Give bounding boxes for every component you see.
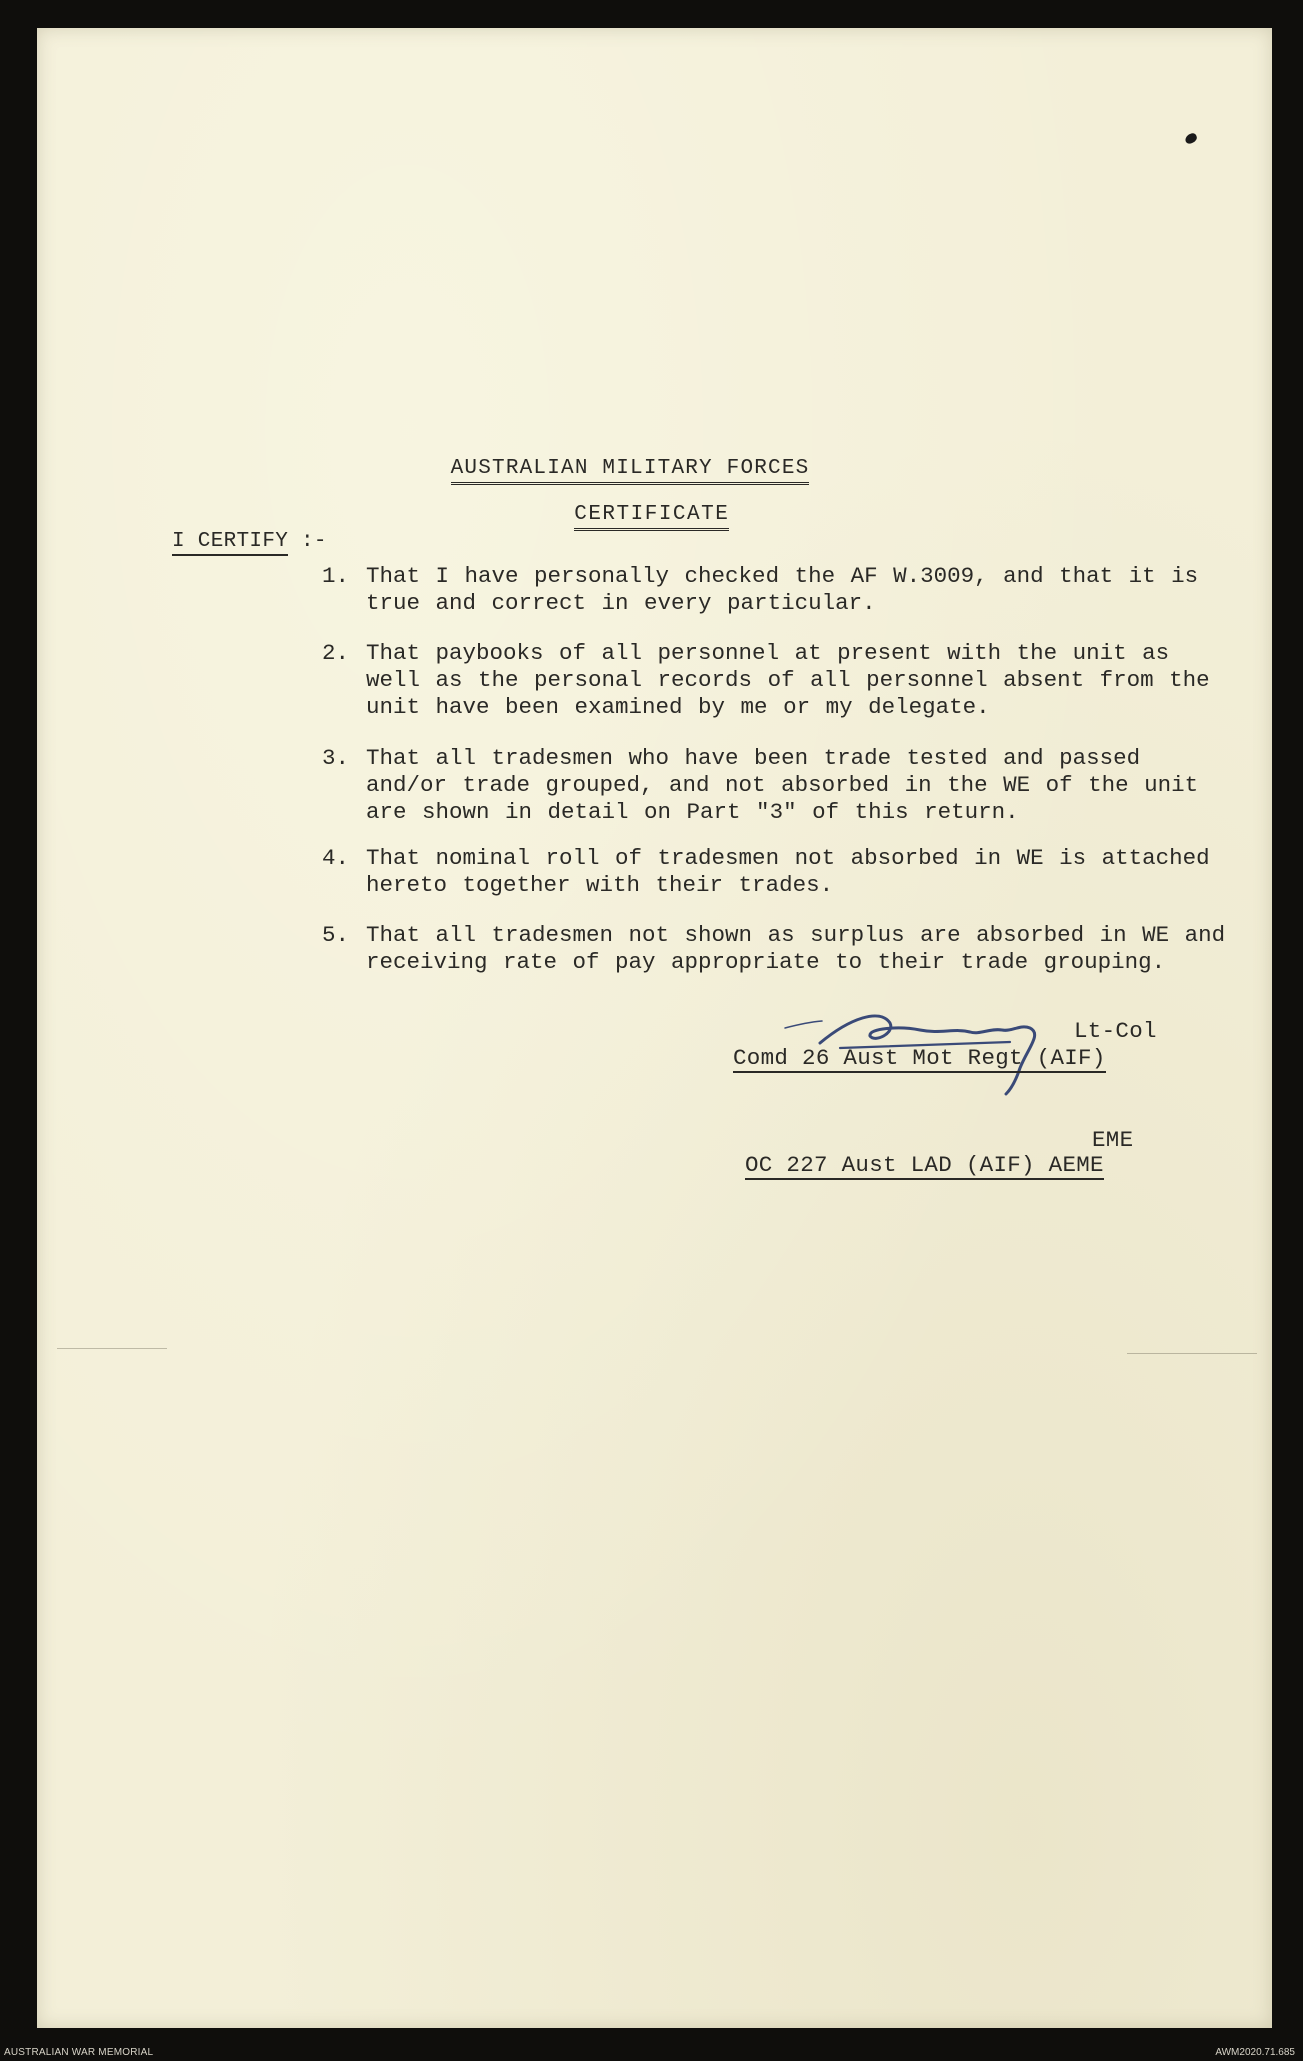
certify-line	[172, 528, 327, 555]
ink-speck	[1184, 132, 1199, 145]
caption-bar	[0, 2045, 1303, 2061]
item-text: That paybooks of all personnel at present with the unit as well as the personal records of all personnel absent from the unit have been examined by me or my delegate.	[366, 640, 1210, 720]
oc-title	[745, 1152, 1104, 1179]
handwritten-signature	[780, 988, 1110, 1098]
subheading-text: CERTIFICATE	[574, 503, 729, 531]
item-number: 4.	[322, 845, 350, 871]
item-text: That nominal roll of tradesmen not absorbed in WE is attached hereto together with their trades.	[366, 845, 1210, 898]
oc-title-text: OC 227 Aust LAD (AIF) AEME	[745, 1152, 1104, 1178]
certify-label: I CERTIFY	[172, 530, 288, 556]
signature-title-text: Comd 26 Aust Mot Regt (AIF)	[733, 1045, 1106, 1071]
fold-mark-right	[1127, 1353, 1257, 1354]
document-subheading	[546, 474, 729, 528]
institution-caption: AUSTRALIAN WAR MEMORIAL	[4, 2047, 154, 2058]
certify-suffix: :-	[288, 530, 327, 553]
signature-rank: Lt-Col	[1074, 1018, 1157, 1044]
item-number: 2.	[322, 640, 350, 666]
signature-title	[733, 1045, 1106, 1072]
item-text: That I have personally checked the AF W.3009, and that it is true and correct in every particular.	[366, 563, 1199, 616]
item-text: That all tradesmen who have been trade tested and passed and/or trade grouped, and not absorbed in the WE of the unit are shown in detail on Part "3" of this return.	[366, 745, 1199, 825]
item-text: That all tradesmen not shown as surplus are absorbed in WE and receiving rate of pay appropriate to their trade grouping.	[366, 922, 1226, 975]
item-number: 3.	[322, 745, 350, 771]
oc-suffix: EME	[1092, 1127, 1134, 1153]
reference-caption: AWM2020.71.685	[1215, 2047, 1295, 2058]
item-number: 1.	[322, 563, 350, 589]
heading-text: AUSTRALIAN MILITARY FORCES	[451, 457, 810, 485]
fold-mark-left	[57, 1348, 167, 1349]
item-number: 5.	[322, 922, 350, 948]
